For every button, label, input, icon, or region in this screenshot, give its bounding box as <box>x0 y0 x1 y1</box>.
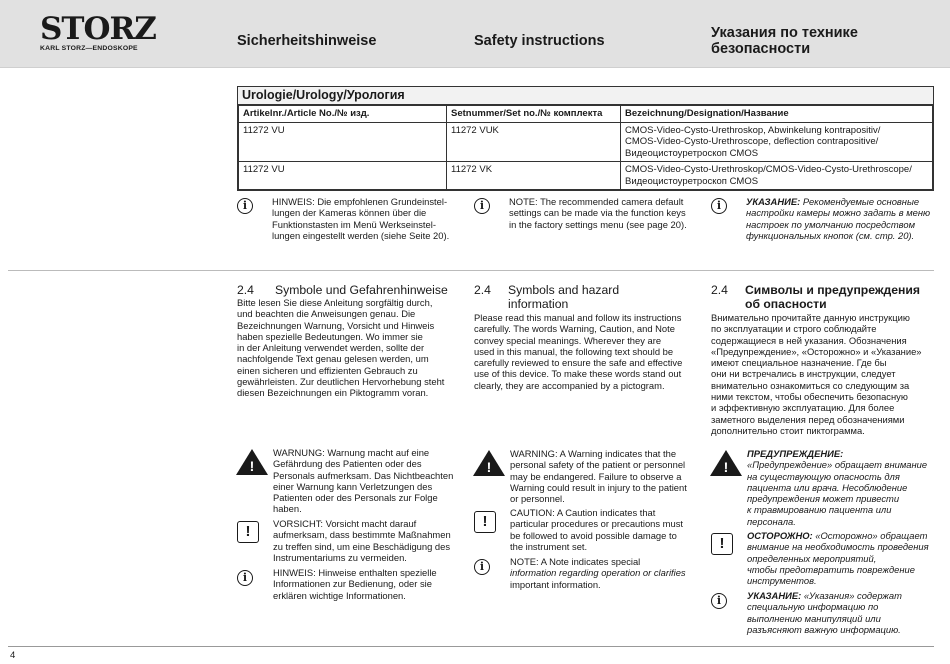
text-line: nachfolgende Text genau gelesen werden, um <box>237 353 429 365</box>
text-line: in der Anleitung verwendet werden, sollte der <box>237 342 425 354</box>
info-icon: i <box>711 593 727 609</box>
storz-logo <box>40 11 156 52</box>
text-line: Patienten oder des Personals zur Folge <box>273 492 438 504</box>
info-icon: i <box>474 559 490 575</box>
text-line: по эксплуатации и строго соблюдайте <box>711 323 877 335</box>
info-icon: i <box>237 570 253 586</box>
text-line: имеют специальное назначение. Где бы <box>711 357 887 369</box>
text-line: к травмированию пациента или <box>747 504 892 516</box>
text-line: und beachten die Anweisungen genau. Die <box>237 308 416 320</box>
text-line: специальную информацию по <box>747 601 879 613</box>
header-title-en: Safety instructions <box>474 33 605 49</box>
text-line: Bezeichnungen Warnung, Vorsicht und Hinweis <box>237 319 435 331</box>
note-text-ru <box>747 590 939 635</box>
section-title-cont: information <box>508 297 569 311</box>
caution-text-de <box>273 518 473 563</box>
note-text-en <box>510 556 710 590</box>
logo-subline: KARL STORZ—ENDOSKOPE <box>40 45 138 52</box>
table-header-set: Setnummer/Set no./№ комплекта <box>447 106 621 123</box>
designation-line: Видеоцистоуретроскоп CMOS <box>625 175 759 187</box>
warning-text-en <box>510 448 710 504</box>
text-line: NOTE: A Note indicates special <box>510 556 641 567</box>
section-body-en <box>474 312 700 391</box>
text-line: carefully reviewed to ensure the safe and effective <box>474 357 683 369</box>
designation-line: CMOS-Video-Cysto-Urethroskop, Abwinkelung kontrapositiv/ <box>625 124 881 136</box>
text-line: personal safety of the patient or personnel <box>510 459 686 471</box>
text-line: Рекомендуемые основные <box>800 196 920 207</box>
text-line: на существующую опасность для <box>747 470 900 482</box>
table-row <box>239 122 933 162</box>
table-row <box>239 162 933 190</box>
text-line: «Предупреждение», «Осторожно» и «Указание» <box>711 345 922 357</box>
text-line: WARNUNG: Warnung macht auf eine <box>273 447 430 458</box>
text-line: used in this manual, the following text should be <box>474 345 674 357</box>
text-line: Please read this manual and follow its instructions <box>474 312 682 323</box>
note-label: УКАЗАНИЕ: <box>747 590 802 601</box>
info-icon: i <box>237 198 253 214</box>
designation-line: Видеоцистоуретроскоп CMOS <box>625 147 759 159</box>
section-heading-de <box>237 283 467 297</box>
text-line: lungen eingestellt werden (siehe Seite 20). <box>272 229 450 241</box>
table-cell-designation <box>621 162 933 190</box>
caution-icon: ! <box>474 511 496 533</box>
text-line: ними текстом, чтобы обеспечить безопасную <box>711 391 908 403</box>
logo-wordmark: STORZ <box>40 11 156 47</box>
text-line: use of this device. To make these words stand out <box>474 368 682 380</box>
table-cell-set: 11272 VUK <box>447 122 621 162</box>
text-line: персонала. <box>747 515 796 527</box>
text-line: information regarding operation or clarifies <box>510 567 686 579</box>
header-title-ru <box>711 25 911 57</box>
text-line: haben. <box>273 503 302 515</box>
section-number: 2.4 <box>474 283 491 297</box>
header-title-de: Sicherheitshinweise <box>237 33 377 49</box>
text-line: VORSICHT: Vorsicht macht darauf <box>273 518 417 529</box>
text-line: Bitte lesen Sie diese Anleitung sorgfältig durch, <box>237 297 433 308</box>
text-line: in the factory settings menu (see page 20). <box>509 218 687 230</box>
caution-text-en <box>510 507 710 552</box>
text-line: the instrument set. <box>510 540 588 552</box>
text-line: дополнительно стоит пиктограмма. <box>711 424 865 436</box>
text-line: и эффективную эксплуатацию. Для более <box>711 402 895 414</box>
text-line: WARNING: A Warning indicates that the <box>510 448 677 459</box>
text-line: «Осторожно» обращает <box>812 530 928 541</box>
caution-icon: ! <box>237 521 259 543</box>
text-line: Instrumentariums zu vermeiden. <box>273 551 407 563</box>
text-line: Personals aufmerksam. Das Nichtbeachten <box>273 469 454 481</box>
text-line: HINWEIS: Hinweise enthalten spezielle <box>273 567 437 578</box>
designation-line: CMOS-Video-Cysto-Urethroscope, deflection contrapositive/ <box>625 136 879 147</box>
note-top-en <box>509 196 709 230</box>
text-line: они ни встречались в инструкции, следует <box>711 368 896 380</box>
text-line: Warning could result in injury to the patient <box>510 481 687 493</box>
text-line: функциональных кнопок (см. стр. 20). <box>746 229 915 241</box>
table-cell-designation <box>621 122 933 162</box>
page-number: 4 <box>10 650 16 661</box>
text-line: convey special meanings. Wherever they are <box>474 334 662 346</box>
table-title: Urologie/Urology/Урология <box>238 87 933 105</box>
text-line: CAUTION: A Caution indicates that <box>510 507 656 518</box>
text-line: einer Warnung kann Verletzungen des <box>273 480 433 492</box>
text-line: внимание на необходимость проведения <box>747 541 929 553</box>
header-title-ru-line2: безопасности <box>711 41 811 57</box>
exclamation-icon: ! <box>249 458 255 474</box>
note-top-ru <box>746 196 938 241</box>
designation-line: CMOS-Video-Cysto-Urethroskop/CMOS-Video-Cysto-Urethroscope/ <box>625 164 912 175</box>
text-line: NOTE: The recommended camera default <box>509 196 684 207</box>
text-line: haben spezielle Bedeutungen. Wo immer sie <box>237 330 423 342</box>
text-line: Внимательно прочитайте данную инструкцию <box>711 312 910 323</box>
note-label: УКАЗАНИЕ: <box>746 196 801 207</box>
table-header-row <box>239 106 933 123</box>
text-line: разъясняют важную информацию. <box>747 623 901 635</box>
table-cell-article: 11272 VU <box>239 162 447 190</box>
warning-text-de <box>273 447 473 515</box>
table-cell-set: 11272 VK <box>447 162 621 190</box>
text-line: настройки камеры можно задать в меню <box>746 207 931 219</box>
text-line: внимательно ознакомиться со следующим за <box>711 379 910 391</box>
text-line: «Указания» содержат <box>801 590 902 601</box>
product-table <box>237 86 934 191</box>
section-number: 2.4 <box>711 283 728 297</box>
warning-label: ПРЕДУПРЕЖДЕНИЕ: <box>747 448 844 459</box>
section-title-cont: об опасности <box>745 297 827 311</box>
text-line: be followed to avoid possible damage to <box>510 529 677 541</box>
text-line: or personnel. <box>510 493 565 505</box>
info-icon: i <box>474 198 490 214</box>
section-divider <box>8 270 934 271</box>
exclamation-icon: ! <box>723 459 729 475</box>
text-line: выполнению манипуляций или <box>747 612 881 624</box>
text-line: may be endangered. Failure to observe a <box>510 470 682 482</box>
section-title: Symbole und Gefahrenhinweise <box>275 283 448 297</box>
text-line: settings can be made via the function keys <box>509 207 686 219</box>
note-text-de <box>273 567 473 601</box>
text-line: clearly, they are accompanied by a pictogram. <box>474 379 665 391</box>
warning-text-ru <box>747 448 939 527</box>
text-line: zu treffen sind, um eine Beschädigung des <box>273 540 451 552</box>
text-line: particular procedures or precautions must <box>510 518 683 530</box>
caution-text-ru <box>747 530 939 586</box>
text-line: carefully. The words Warning, Caution, and Note <box>474 323 675 335</box>
table-cell-article: 11272 VU <box>239 122 447 162</box>
section-number: 2.4 <box>237 283 254 297</box>
exclamation-icon: ! <box>486 459 492 475</box>
text-line: einen sicheren und effizienten Gebrauch zu <box>237 364 418 376</box>
text-line: Informationen zur Bedienung, oder sie <box>273 578 432 590</box>
text-line: erklären wichtige Informationen. <box>273 589 406 601</box>
text-line: important information. <box>510 578 601 590</box>
text-line: diesen Bezeichnungen ein Piktogramm voran. <box>237 387 429 399</box>
section-heading-en <box>474 283 704 311</box>
header-band <box>0 0 950 68</box>
text-line: пациента или врача. Несоблюдение <box>747 481 908 493</box>
footer-divider <box>8 646 934 647</box>
table-header-designation: Bezeichnung/Designation/Название <box>621 106 933 123</box>
text-line: aufmerksam, dass bestimmte Maßnahmen <box>273 529 451 541</box>
caution-icon: ! <box>711 533 733 555</box>
text-line: чтобы предотвратить повреждение <box>747 563 915 575</box>
section-body-ru <box>711 312 937 436</box>
text-line: настроек по умолчанию посредством <box>746 218 915 230</box>
text-line: предупреждения может привести <box>747 493 900 505</box>
text-line: «Предупреждение» обращает внимание <box>747 459 928 471</box>
text-line: содержащиеся в ней указания. Обозначения <box>711 334 907 346</box>
text-line: lungen der Kameras können über die <box>272 207 427 219</box>
header-title-ru-line1: Указания по технике <box>711 25 858 41</box>
text-line: gewährleisten. Zur deutlichen Hervorhebung steht <box>237 376 445 388</box>
note-top-de <box>272 196 472 241</box>
section-body-de <box>237 297 463 399</box>
section-title: Symbols and hazard <box>508 283 620 297</box>
text-line: определенных мероприятий, <box>747 552 877 564</box>
table-header-article: Artikelnr./Article No./№ изд. <box>239 106 447 123</box>
caution-label: ОСТОРОЖНО: <box>747 530 813 541</box>
section-title: Символы и предупреждения <box>745 283 920 297</box>
section-heading-ru <box>711 283 941 311</box>
text-line: Funktionstasten im Menü Werkseinstel- <box>272 218 436 230</box>
text-line: заметного выделения перед обозначениями <box>711 413 905 425</box>
info-icon: i <box>711 198 727 214</box>
text-line: Gefährdung des Patienten oder des <box>273 458 422 470</box>
text-line: инструментов. <box>747 575 817 587</box>
text-line: HINWEIS: Die empfohlenen Grundeinstel- <box>272 196 448 207</box>
